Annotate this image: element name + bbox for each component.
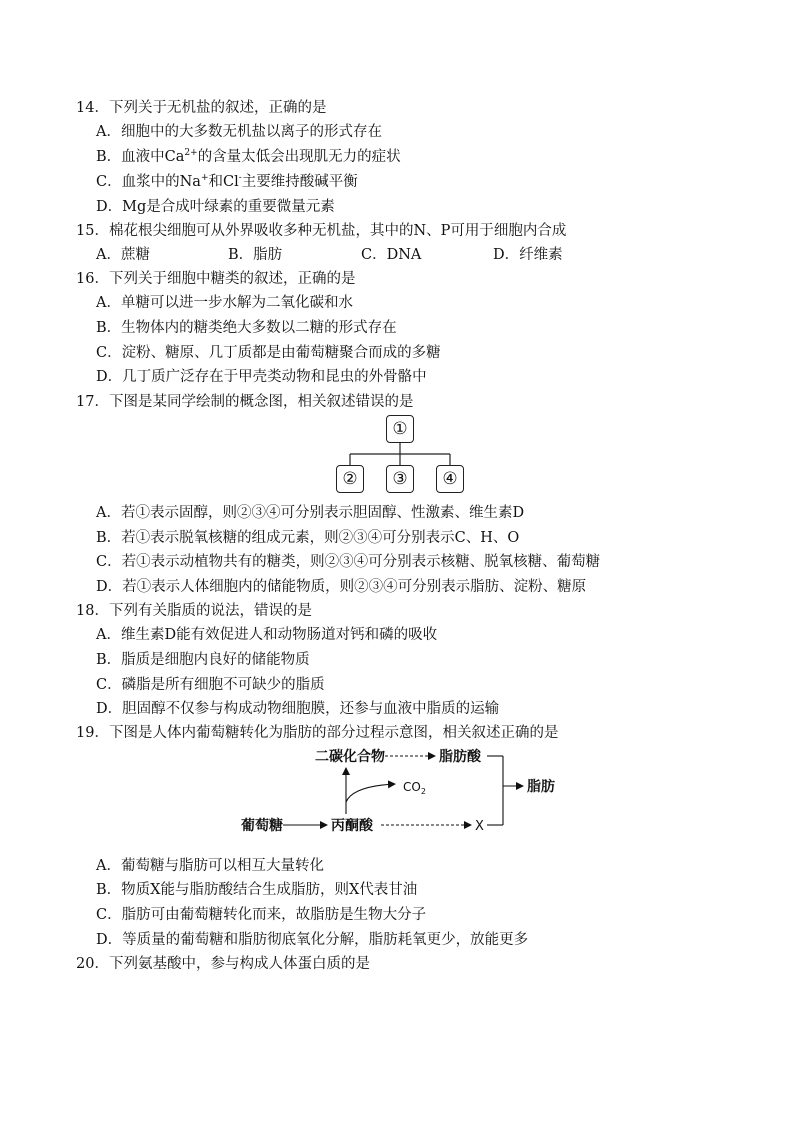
question-15-options [0,245,800,265]
question-19-option-d: D．等质量的葡萄糖和脂肪彻底氧化分解，脂肪耗氧更少，放能更多 [96,932,529,948]
label-two-carbon-compound: 二碳化合物 [315,749,385,765]
question-18-option-a: A．维生素D能有效促进人和动物肠道对钙和磷的吸收 [96,627,438,643]
concept-box-4: ④ [436,465,464,493]
question-15-option-b: B．脂肪 [228,247,283,263]
question-19-option-c: C．脂肪可由葡萄糖转化而来，故脂肪是生物大分子 [96,907,427,923]
question-14-option-b: B．血液中$Ca^{2+}$的含量太低会出现肌无力的症状 [96,148,401,165]
metabolism-diagram [235,744,565,839]
label-fatty-acid: 脂肪酸 [439,749,481,765]
question-15-option-c: C．DNA [361,247,422,263]
question-16-option-a: A．单糖可以进一步水解为二氧化碳和水 [96,295,353,311]
label-co2: $CO_2$ [403,780,426,796]
question-17-option-c: C．若①表示动植物共有的糖类，则②③④可分别表示核糖、脱氧核糖、葡萄糖 [96,554,601,570]
question-14-option-d: D．Mg是合成叶绿素的重要微量元素 [96,199,335,215]
question-19-option-b: B．物质X能与脂肪酸结合生成脂肪，则X代表甘油 [96,882,418,898]
question-18-option-c: C．磷脂是所有细胞不可缺少的脂质 [96,677,325,693]
question-15-option-d: D．纤维素 [493,247,563,263]
label-pyruvate: 丙酮酸 [331,818,373,834]
question-14-stem: 14．下列关于无机盐的叙述，正确的是 [76,100,327,116]
question-15-option-a: A．蔗糖 [96,247,150,263]
question-18-option-d: D．胆固醇不仅参与构成动物细胞膜，还参与血液中脂质的运输 [96,701,500,717]
question-16-stem: 16．下列关于细胞中糖类的叙述，正确的是 [76,271,356,287]
label-glucose: 葡萄糖 [241,818,283,834]
concept-box-3: ③ [386,465,414,493]
question-16-option-c: C．淀粉、糖原、几丁质都是由葡萄糖聚合而成的多糖 [96,345,441,361]
question-14-option-c: C．血浆中的Na+和Cl-主要维持酸碱平衡 [96,173,358,190]
question-17-option-a: A．若①表示固醇，则②③④可分别表示胆固醇、性激素、维生素D [96,505,525,521]
question-20-stem: 20．下列氨基酸中，参与构成人体蛋白质的是 [76,956,370,972]
question-15-stem: 15．棉花根尖细胞可从外界吸收多种无机盐，其中的N、P可用于细胞内合成 [76,223,567,239]
arrow-to-co2 [346,784,395,802]
question-18-stem: 18．下列有关脂质的说法，错误的是 [76,603,312,619]
question-17-option-b: B．若①表示脱氧核糖的组成元素，则②③④可分别表示C、H、O [96,530,520,546]
question-18-option-b: B．脂质是细胞内良好的储能物质 [96,652,310,668]
label-x: X [475,819,484,834]
question-17-stem: 17．下图是某同学绘制的概念图，相关叙述错误的是 [76,394,414,410]
question-17-option-d: D．若①表示人体细胞内的储能物质，则②③④可分别表示脂肪、淀粉、糖原 [96,579,587,595]
question-16-option-d: D．几丁质广泛存在于甲壳类动物和昆虫的外骨骼中 [96,369,427,385]
label-fat: 脂肪 [527,779,555,795]
question-16-option-b: B．生物体内的糖类绝大多数以二糖的形式存在 [96,320,397,336]
question-14-option-a: A．细胞中的大多数无机盐以离子的形式存在 [96,124,382,140]
concept-box-2: ② [336,465,364,493]
question-19-option-a: A．葡萄糖与脂肪可以相互大量转化 [96,858,324,874]
concept-map-diagram [330,412,480,497]
concept-box-1: ① [386,415,414,443]
question-19-stem: 19．下图是人体内葡萄糖转化为脂肪的部分过程示意图，相关叙述正确的是 [76,725,559,741]
